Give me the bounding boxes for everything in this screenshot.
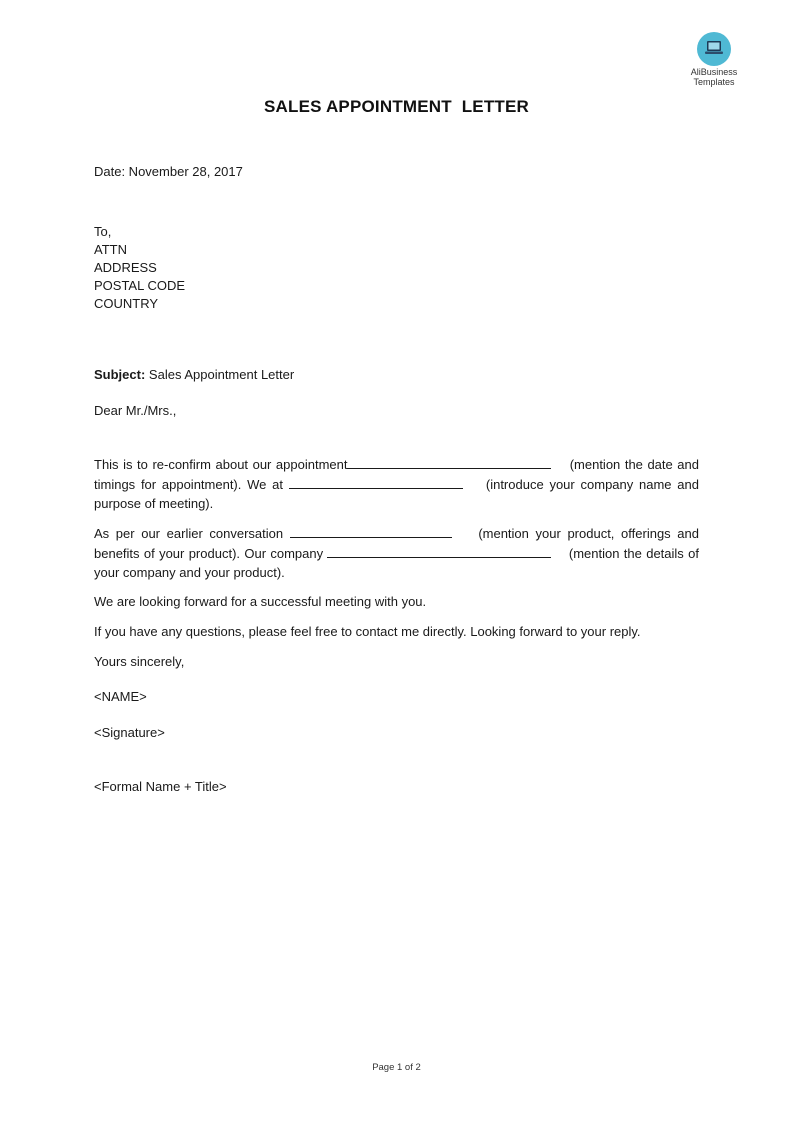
- logo-text: [684, 67, 744, 87]
- page-number: Page 1 of 2: [372, 1062, 421, 1073]
- questions-line: If you have any questions, please feel free to contact me directly. Looking forward to your reply.: [94, 624, 641, 639]
- recipient-to: To,: [94, 224, 112, 239]
- laptop-icon: [704, 40, 724, 56]
- subject-line: [94, 366, 294, 384]
- signature-placeholder: <Signature>: [94, 725, 165, 740]
- salutation: Dear Mr./Mrs.,: [94, 403, 177, 418]
- paragraph2-part1: As per our earlier conversation: [94, 526, 284, 541]
- recipient-postal-code: POSTAL CODE: [94, 278, 186, 293]
- logo-badge: [697, 32, 731, 66]
- logo-line-2: Templates: [693, 77, 735, 87]
- date-line: Date: November 28, 2017: [94, 164, 243, 179]
- paragraph1-part3: (introduce your company name and purpose of meeting).: [94, 476, 699, 511]
- meeting-line: We are looking forward for a successful meeting with you.: [94, 594, 427, 609]
- company-logo: [684, 32, 744, 87]
- paragraph1-part1: This is to re-confirm about our appointment: [94, 457, 348, 472]
- company-details-blank: [327, 545, 551, 558]
- subject-text: Sales Appointment Letter: [148, 367, 295, 382]
- appointment-blank: [347, 456, 551, 469]
- conversation-blank: [290, 525, 452, 538]
- recipient-country: COUNTRY: [94, 296, 159, 311]
- paragraph1-part2: (mention the date and timings for appointment). We at: [94, 457, 699, 492]
- subject-label: Subject:: [94, 367, 146, 382]
- paragraph-appointment: [94, 455, 699, 514]
- recipient-address: ADDRESS: [94, 260, 157, 275]
- document-title: SALES APPOINTMENT LETTER: [263, 97, 530, 116]
- logo-line-1: AliBusiness: [690, 67, 738, 77]
- recipient-attn: ATTN: [94, 242, 127, 257]
- paragraph-conversation: [94, 524, 699, 583]
- formal-name-placeholder: <Formal Name + Title>: [94, 779, 227, 794]
- closing: Yours sincerely,: [94, 654, 185, 669]
- company-name-blank: [289, 476, 463, 489]
- paragraph2-part3: (mention the details of your company and your product).: [94, 545, 699, 580]
- name-placeholder: <NAME>: [94, 689, 147, 704]
- paragraph2-part2: (mention your product, offerings and benefits of your product). Our company: [94, 526, 700, 561]
